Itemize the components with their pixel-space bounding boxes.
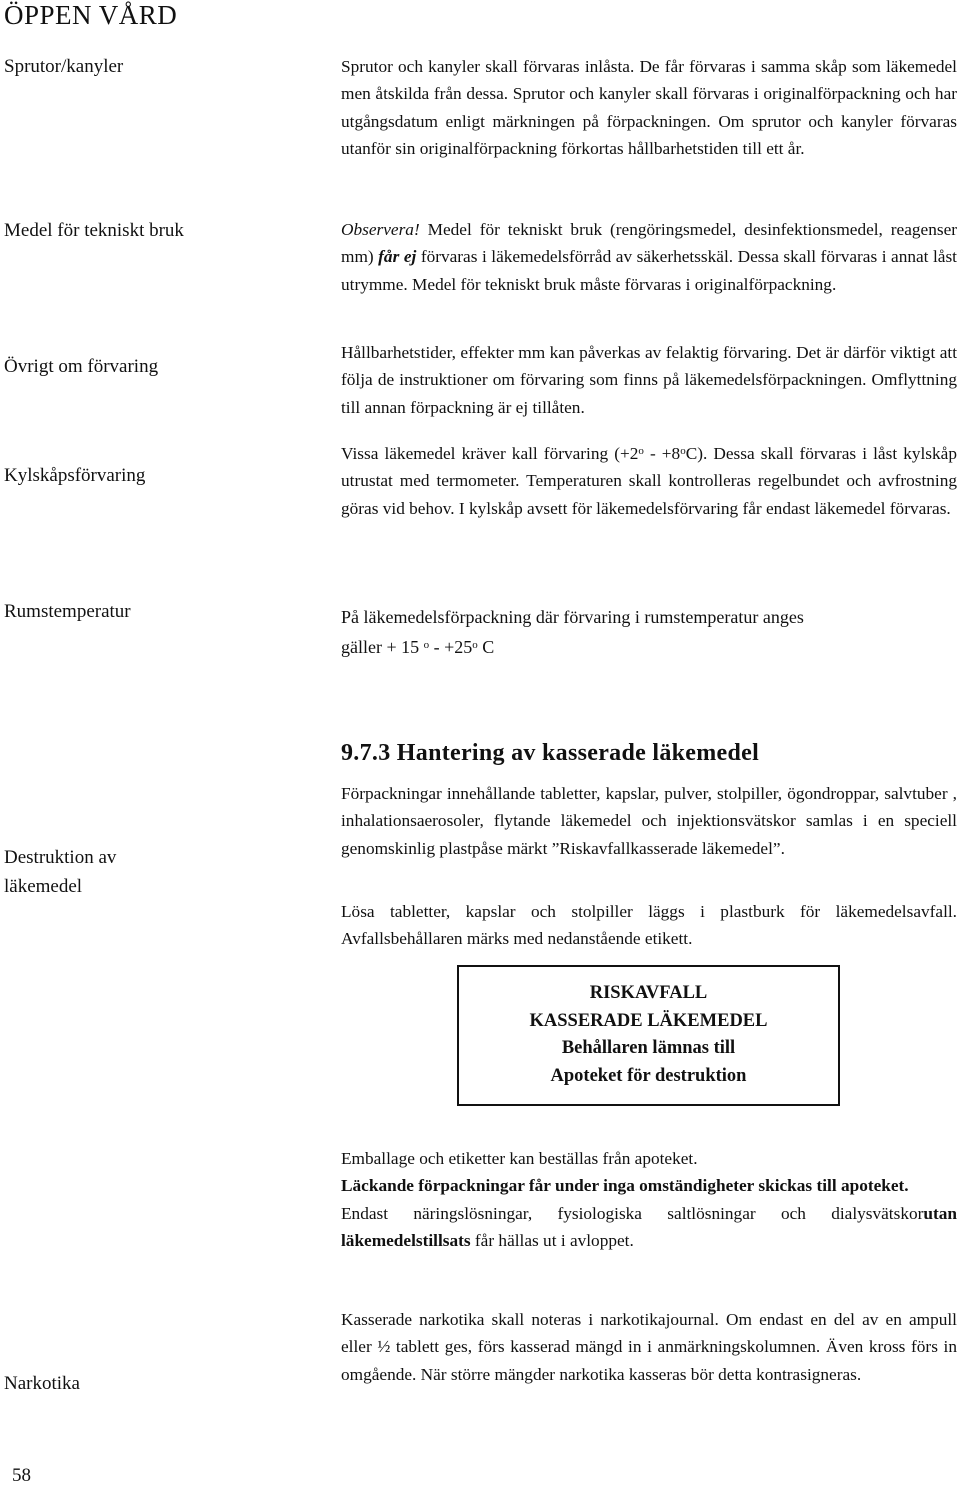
label-line-1: RISKAVFALL [589, 983, 708, 1003]
heading-destruktion-line-2: läkemedel [4, 876, 83, 897]
paragraph-sprutor: Sprutor och kanyler skall förvaras inlåsta. De får förvaras i samma skåp som läkemedel men åtskilda från dessa. Sprutor och kanyler skall förvaras i originalförpackning och har utgångsdatum enligt märkningen på förpackningen. Om sprutor och kanyler förvaras utanför sin originalförpackning förkortas hållbarhetstiden till ett år. [341, 57, 957, 158]
far-ej-emphasis: får ej [378, 247, 417, 267]
tekniskt-text-2: förvaras i läkemedelsförråd av säkerhetsskäl. Dessa skall förvaras i annat låst utrymme. Medel för tekniskt bruk måste förvaras i originalförpackning. [341, 247, 957, 294]
rumstemp-line-1: På läkemedelsförpackning där förvaring i rumstemperatur anges [341, 607, 804, 627]
label-line-2: KASSERADE LÄKEMEDEL [529, 1010, 768, 1031]
emballage-bold-2: utan läkemedelstillsats [341, 1203, 957, 1250]
degree-mark-3: o [423, 639, 430, 651]
paragraph-destruktion-1: Förpackningar innehållande tabletter, kapslar, pulver, stolpiller, ögondroppar, salvtuber , inhalationsaerosoler, flytande läkemedel och injektionsvätskor samlas i en speciell genomskinlig plastpåse märkt ”Riskavfallkasserade läkemedel”. [341, 784, 957, 858]
label-line-3: Behållaren lämnas till [561, 1038, 736, 1058]
paragraph-kylskap [341, 438, 957, 522]
kylskap-text-3: C). Dessa skall förvaras i låst kylskåp utrustat med termometer. Temperaturen skall kontrolleras regelbundet och avfrostning göras vid behov. I kylskåp avsett för läkemedelsförvaring får endast läkemedel förvaras. [341, 444, 957, 518]
emballage-text-3: får hällas ut i avloppet. [470, 1230, 634, 1250]
rumstemp-text-2: - +25 [429, 637, 473, 657]
riskavfall-label-box [457, 965, 840, 1106]
paragraph-ovrigt: Hållbarhetstider, effekter mm kan påverkas av felaktig förvaring. Det är därför viktigt att följa de instruktioner om förvaring som finns på läkemedelsförpackningen. Omflyttning till annan förpackning är ej tillåten. [341, 343, 957, 417]
kylskap-text-1: Vissa läkemedel kräver kall förvaring (+2 [341, 444, 639, 463]
heading-sprutor: Sprutor/kanyler [4, 56, 124, 77]
paragraph-tekniskt-bruk [341, 216, 957, 298]
kylskap-text-2: - +8 [643, 444, 681, 463]
degree-mark-2: o [680, 445, 686, 457]
heading-narkotika: Narkotika [4, 1373, 80, 1394]
heading-rumstemperatur: Rumstemperatur [4, 601, 131, 622]
emballage-text-2: Endast näringslösningar, fysiologiska saltlösningar och dialysvätskor [341, 1203, 924, 1223]
paragraph-destruktion-2: Lösa tabletter, kapslar och stolpiller läggs i plastburk för läkemedelsavfall. Avfallsbehållaren märks med nedanstående etikett. [341, 902, 957, 949]
heading-tekniskt-bruk: Medel för tekniskt bruk [4, 220, 184, 241]
page-header: ÖPPEN VÅRD [4, 0, 178, 30]
paragraph-emballage [341, 1145, 957, 1254]
rumstemp-text-3: C [477, 637, 495, 657]
emballage-line-1: Emballage och etiketter kan beställas från apoteket. [341, 1149, 698, 1168]
paragraph-rumstemperatur [341, 603, 957, 661]
observera-label: Observera! [341, 220, 420, 239]
paragraph-narkotika: Kasserade narkotika skall noteras i narkotikajournal. Om endast en del av en ampull eller ½ tablett ges, förs kasserad mängd in i anmärkningskolumnen. Även kross förs in omgående. När större mängder narkotika kasseras bör detta kontrasigneras. [341, 1310, 957, 1384]
degree-mark-4: o [472, 639, 478, 651]
page-number: 58 [12, 1465, 31, 1486]
heading-destruktion [4, 843, 304, 901]
label-line-4: Apoteket för destruktion [550, 1065, 747, 1086]
heading-kylskap: Kylskåpsförvaring [4, 465, 146, 486]
degree-mark-1: o [638, 445, 644, 457]
rumstemp-text-1: gäller + 15 [341, 637, 424, 657]
emballage-warning: Läckande förpackningar får under inga omständigheter skickas till apoteket. [341, 1176, 909, 1196]
section-title: 9.7.3 Hantering av kasserade läkemedel [341, 740, 760, 766]
heading-destruktion-line-1: Destruktion av [4, 847, 117, 868]
rumstemp-line-2 [341, 631, 957, 661]
heading-ovrigt: Övrigt om förvaring [4, 356, 159, 377]
tekniskt-text-1: Medel för tekniskt bruk (rengöringsmedel, desinfektionsmedel, reagenser mm) [341, 220, 957, 267]
